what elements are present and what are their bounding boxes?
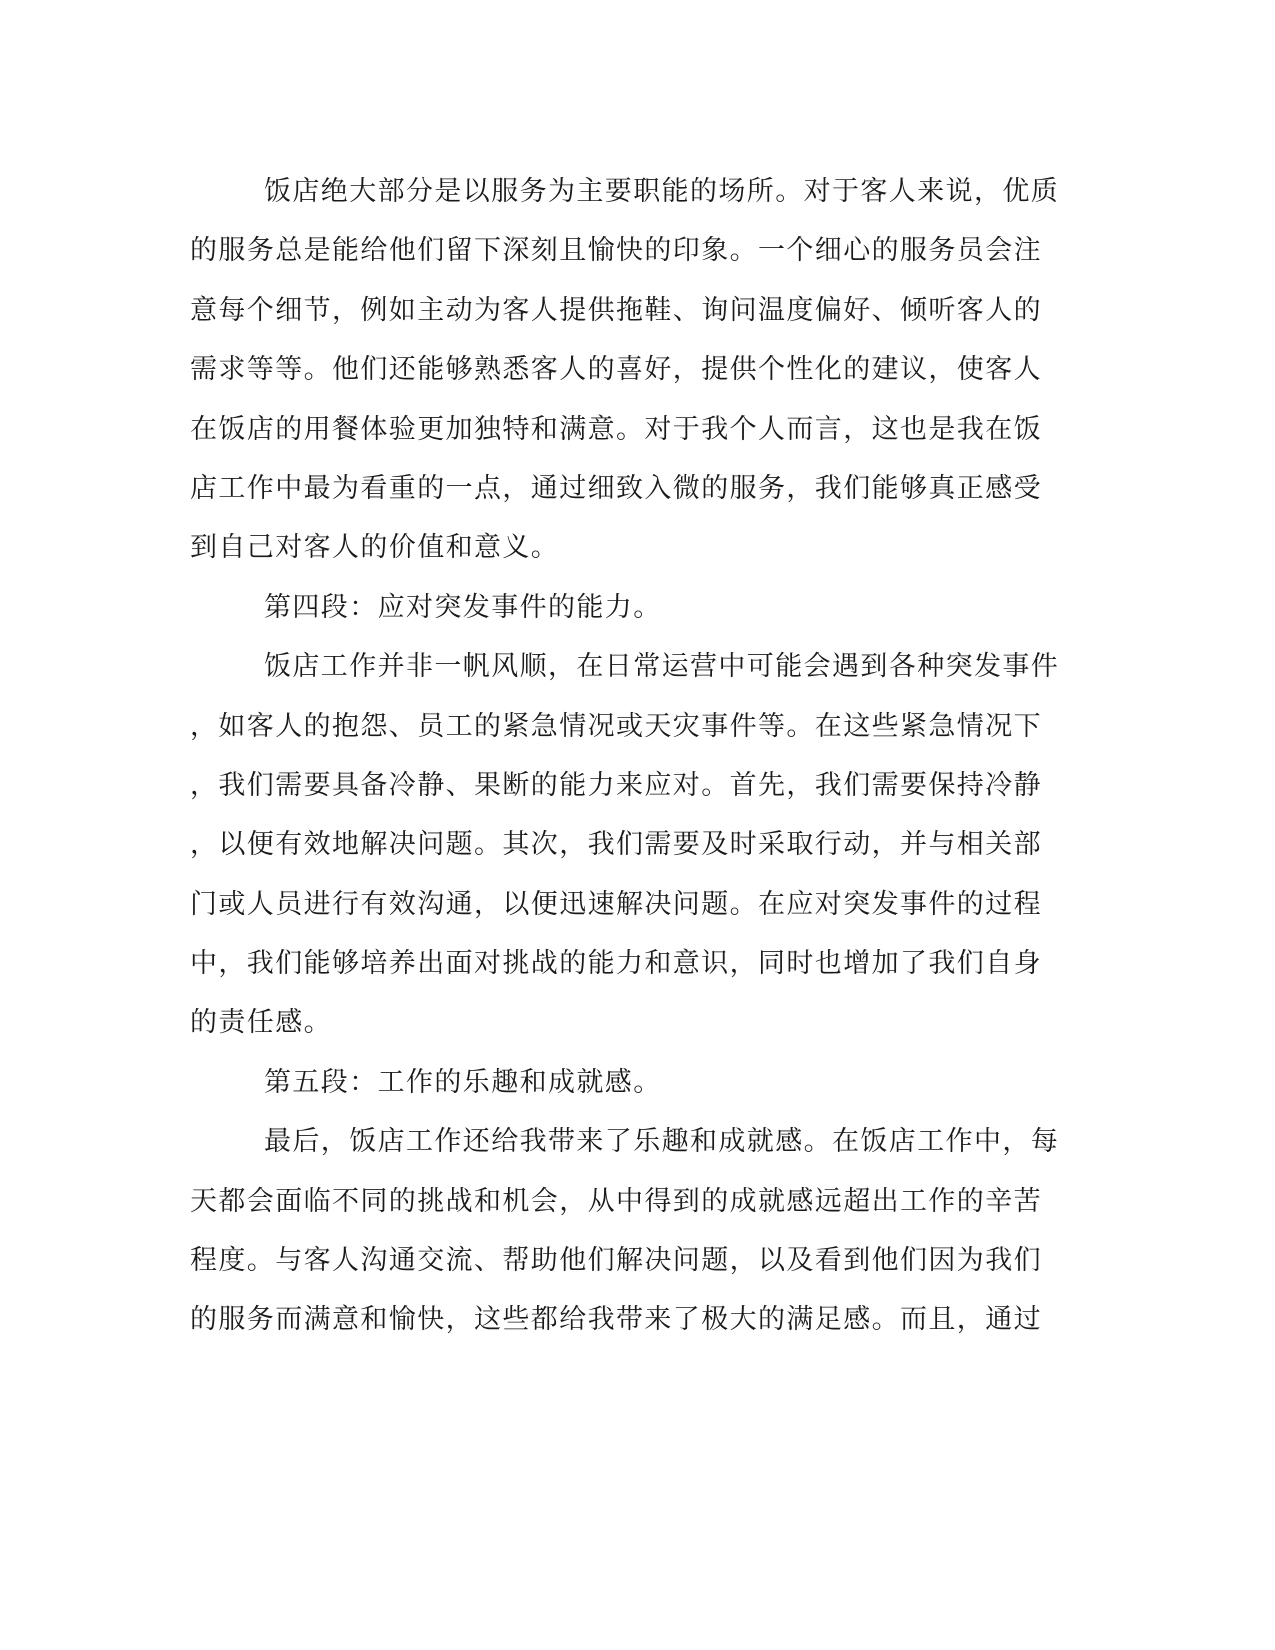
- text-line: 天都会面临不同的挑战和机会，从中得到的成就感远超出工作的辛苦: [190, 1185, 1042, 1217]
- text-line: 门或人员进行有效沟通，以便迅速解决问题。在应对突发事件的过程: [190, 888, 1042, 920]
- text-line: 的责任感。: [190, 1007, 332, 1039]
- text-line: 饭店绝大部分是以服务为主要职能的场所。对于客人来说，优质: [264, 176, 1060, 207]
- section-heading: 第四段：应对突发事件的能力。: [264, 591, 662, 623]
- text-line: 最后，饭店工作还给我带来了乐趣和成就感。在饭店工作中，每: [264, 1126, 1060, 1158]
- text-line: 到自己对客人的价值和意义。: [190, 532, 560, 564]
- text-line: ，以便有效地解决问题。其次，我们需要及时采取行动，并与相关部: [190, 829, 1042, 861]
- text-line: 需求等等。他们还能够熟悉客人的喜好，提供个性化的建议，使客人: [190, 354, 1042, 386]
- text-line: 饭店工作并非一帆风顺，在日常运营中可能会遇到各种突发事件: [264, 651, 1060, 683]
- section-heading: 第五段：工作的乐趣和成就感。: [264, 1066, 662, 1098]
- text-line: ，如客人的抱怨、员工的紧急情况或天灾事件等。在这些紧急情况下: [190, 710, 1042, 742]
- document-body: [190, 162, 1090, 1350]
- text-line: 店工作中最为看重的一点，通过细致入微的服务，我们能够真正感受: [190, 472, 1042, 504]
- text-line: 的服务总是能给他们留下深刻且愉快的印象。一个细心的服务员会注: [190, 235, 1042, 267]
- text-line: ，我们需要具备冷静、果断的能力来应对。首先，我们需要保持冷静: [190, 769, 1042, 801]
- text-line: 意每个细节，例如主动为客人提供拖鞋、询问温度偏好、倾听客人的: [190, 294, 1042, 326]
- text-line: 在饭店的用餐体验更加独特和满意。对于我个人而言，这也是我在饭: [190, 413, 1042, 445]
- text-line: 中，我们能够培养出面对挑战的能力和意识，同时也增加了我们自身: [190, 948, 1042, 980]
- text-line: 程度。与客人沟通交流、帮助他们解决问题，以及看到他们因为我们: [190, 1245, 1042, 1277]
- text-line: 的服务而满意和愉快，这些都给我带来了极大的满足感。而且，通过: [190, 1304, 1042, 1336]
